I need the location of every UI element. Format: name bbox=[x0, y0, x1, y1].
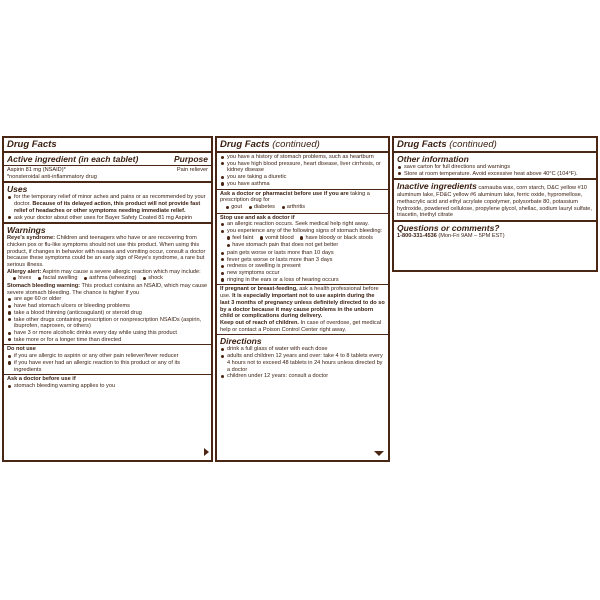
bleed-sign-text: have bloody or black stools bbox=[305, 234, 373, 241]
active-ingredient-value: Aspirin 81 mg (NSAID)* bbox=[7, 167, 66, 173]
warnings-section bbox=[4, 224, 211, 345]
active-ingredient-section bbox=[4, 166, 211, 183]
uses-section bbox=[4, 183, 211, 224]
continue-arrow-icon bbox=[204, 448, 209, 456]
bullet-icon bbox=[282, 206, 285, 209]
bullet-icon bbox=[227, 244, 230, 247]
stomach-item: have had stomach ulcers or bleeding problems bbox=[7, 303, 208, 310]
purpose-value: Pain reliever bbox=[176, 167, 208, 173]
pregnancy-label: If pregnant or breast-feeding, bbox=[220, 286, 298, 293]
pharm-item bbox=[282, 204, 306, 211]
allergy-items bbox=[7, 275, 208, 283]
directions-item: children under 12 years: consult a doctor bbox=[220, 373, 385, 380]
nsaid-footnote: *nonsteroidal anti-inflammatory drug bbox=[7, 173, 97, 180]
directions-heading: Directions bbox=[220, 336, 262, 347]
allergy-item-text: shock bbox=[148, 275, 163, 282]
panel2-title-cont: (continued) bbox=[272, 139, 320, 150]
stomach-item: are age 60 or older bbox=[7, 296, 208, 303]
allergy-item-text: asthma (wheezing) bbox=[89, 275, 137, 282]
panel2-title bbox=[220, 139, 385, 150]
bleed-sign bbox=[227, 242, 338, 249]
bullet-icon bbox=[300, 236, 303, 239]
bullet-icon bbox=[260, 236, 263, 239]
bleed-sign-text: feel faint bbox=[232, 234, 254, 241]
ask-doctor-item: stomach bleeding warning applies to you bbox=[7, 383, 208, 390]
contact-line bbox=[397, 233, 593, 240]
bleed-signs bbox=[220, 235, 385, 250]
pharm-item bbox=[226, 204, 242, 211]
ask-pharmacist-text bbox=[220, 191, 385, 204]
ask-pharmacist-heading: Ask a doctor or pharmacist before use if you are bbox=[220, 190, 349, 197]
allergy-item bbox=[13, 275, 31, 282]
stop-use-item: pain gets worse or lasts more than 10 days bbox=[220, 250, 385, 257]
phone-number: 1-800-331-4536 bbox=[397, 232, 437, 239]
stop-use-item: an allergic reaction occurs. Seek medical help right away. bbox=[220, 221, 385, 228]
panel2-title-text: Drug Facts bbox=[220, 139, 270, 150]
keep-out-text: In case of overdose, get medical help or contact a Poison Control Center right away. bbox=[220, 319, 382, 333]
ask-doctor-heading: Ask a doctor before use if bbox=[7, 376, 76, 383]
bullet-icon bbox=[143, 277, 146, 280]
inactive-text: carnauba wax, corn starch, D&C yellow #10 aluminum lake, FD&C yellow #6 aluminum lake, ferric oxide, hypromellose, methacrylic acid and ethyl acrylate copolymer, polysorbate 80, potassium hydroxide, powdered cellulose, propylene glycol, shellac, sodium lauryl sulfate, triacetin, triethyl citrate bbox=[397, 185, 592, 219]
pharm-item bbox=[249, 204, 275, 211]
panel1-title: Drug Facts bbox=[7, 139, 57, 150]
continue-arrow-icon bbox=[374, 451, 384, 456]
pregnancy-section bbox=[217, 285, 388, 335]
stop-use-section bbox=[217, 214, 388, 286]
stomach-item: take more or for a longer time than directed bbox=[7, 337, 208, 344]
pharm-item-text: arthritis bbox=[286, 203, 306, 210]
stomach-text: This product contains an NSAID, which may cause severe stomach bleeding. The chance is higher if you bbox=[7, 283, 208, 296]
pharm-item-text: diabetes bbox=[253, 203, 275, 210]
inactive-ingredients bbox=[397, 181, 593, 219]
allergy-label: Allergy alert: bbox=[7, 268, 42, 275]
other-info-section bbox=[394, 153, 596, 180]
stop-use-item: new symptoms occur bbox=[220, 270, 385, 277]
stop-use-item: you experience any of the following signs of stomach bleeding: bbox=[220, 228, 385, 235]
inactive-ingredients-section bbox=[394, 180, 596, 222]
pharm-item-text: gout bbox=[231, 203, 243, 210]
bullet-icon bbox=[249, 206, 252, 209]
uses-heading: Uses bbox=[7, 184, 28, 195]
bullet-icon bbox=[13, 277, 16, 280]
allergy-item bbox=[84, 275, 136, 282]
inactive-heading: Inactive ingredients bbox=[397, 181, 477, 192]
bleed-sign-text: have stomach pain that does not get better bbox=[232, 242, 339, 249]
uses-item-text: for the temporary relief of minor aches and pains or as recommended by your doctor. bbox=[14, 194, 206, 208]
reyes-label: Reye's syndrome: bbox=[7, 235, 55, 242]
bleed-sign bbox=[300, 235, 373, 242]
pregnancy-text: ask a health professional before use. bbox=[220, 286, 379, 300]
allergy-item bbox=[143, 275, 163, 282]
panel3-title bbox=[397, 139, 593, 150]
do-not-use-item: if you have ever had an allergic reaction to this product or any of its ingredients bbox=[7, 360, 208, 373]
uses-item-bold: Because of its delayed action, this product will not provide fast relief of headaches or other symptoms needing immediate relief. bbox=[14, 201, 201, 214]
stomach-label: Stomach bleeding warning: bbox=[7, 283, 81, 290]
ask-pharmacist-section bbox=[217, 190, 388, 214]
stomach-item: take a blood thinning (anticoagulant) or steroid drug bbox=[7, 310, 208, 317]
stomach-item: have 3 or more alcoholic drinks every day while using this product bbox=[7, 330, 208, 337]
directions-item: drink a full glass of water with each dose bbox=[220, 346, 385, 353]
ask-doctor-item: you have asthma bbox=[220, 181, 385, 188]
drug-facts-panel-1 bbox=[2, 136, 213, 462]
bleed-sign bbox=[227, 235, 253, 242]
panel3-title-cont: (continued) bbox=[449, 139, 497, 150]
stomach-warning bbox=[7, 283, 208, 296]
stop-use-item: redness or swelling is present bbox=[220, 263, 385, 270]
phone-hours: (Mon-Fri 9AM – 5PM EST) bbox=[438, 232, 505, 239]
directions-section bbox=[217, 335, 388, 381]
pregnancy-warning bbox=[220, 286, 385, 320]
bullet-icon bbox=[84, 277, 87, 280]
active-ingredient-header bbox=[4, 153, 211, 166]
uses-item bbox=[7, 194, 208, 214]
panel2-title-section bbox=[217, 138, 388, 153]
other-info-item: Store at room temperature. Avoid excessive heat above 40°C (104°F). bbox=[397, 171, 593, 178]
keep-out-warning bbox=[220, 320, 385, 333]
bullet-icon bbox=[227, 236, 230, 239]
panel3-title-section bbox=[394, 138, 596, 153]
ask-doctor-cont-section bbox=[217, 153, 388, 190]
ask-doctor-item: you are taking a diuretic bbox=[220, 174, 385, 181]
ask-doctor-item: you have high blood pressure, heart disease, liver cirrhosis, or kidney disease bbox=[220, 161, 385, 174]
drug-facts-panel-2 bbox=[215, 136, 390, 462]
do-not-use-section bbox=[4, 345, 211, 375]
allergy-item-text: facial swelling bbox=[43, 275, 78, 282]
ask-pharmacist-body: taking a prescription drug for bbox=[220, 190, 370, 204]
questions-section bbox=[394, 222, 596, 241]
panel1-title-section bbox=[4, 138, 211, 153]
allergy-item-text: hives bbox=[18, 275, 32, 282]
keep-out-label: Keep out of reach of children. bbox=[220, 319, 299, 326]
bleed-sign bbox=[260, 235, 294, 242]
panel3-title-text: Drug Facts bbox=[397, 139, 447, 150]
purpose-heading: Purpose bbox=[173, 154, 208, 164]
other-info-item: save carton for full directions and warnings bbox=[397, 164, 593, 171]
reyes-text: Children and teenagers who have or are recovering from chicken pox or flu-like symptoms should not use this product. When using this product, if changes in behavior with nausea and vomiting occur, consult a doctor because these symptoms could be an early sign of Reye's syndrome, a rare but serious illness. bbox=[7, 235, 206, 269]
questions-heading: Questions or comments? bbox=[397, 222, 500, 233]
bullet-icon bbox=[38, 277, 41, 280]
other-info-heading: Other information bbox=[397, 154, 469, 164]
bullet-icon bbox=[226, 206, 229, 209]
stop-use-item: ringing in the ears or a loss of hearing occurs bbox=[220, 277, 385, 284]
drug-facts-panel-3 bbox=[392, 136, 598, 272]
stomach-item: take other drugs containing prescription or nonprescription NSAIDs (aspirin, ibuprofen, naproxen, or others) bbox=[7, 317, 208, 330]
reyes-warning bbox=[7, 235, 208, 269]
allergy-text: Aspirin may cause a severe allergic reaction which may include: bbox=[42, 268, 201, 275]
directions-item: adults and children 12 years and over: take 4 to 8 tablets every 4 hours not to exceed 48 tablets in 24 hours unless directed by a doctor bbox=[220, 353, 385, 373]
warnings-heading: Warnings bbox=[7, 225, 46, 236]
stop-use-item: fever gets worse or lasts more than 3 days bbox=[220, 257, 385, 264]
bleed-sign-text: vomit blood bbox=[265, 234, 294, 241]
ask-doctor-section bbox=[4, 375, 211, 390]
uses-item: ask your doctor about other uses for Bayer Safety Coated 81 mg Aspirin bbox=[7, 215, 208, 222]
allergy-alert bbox=[7, 269, 208, 276]
pregnancy-bold-text: It is especially important not to use aspirin during the last 3 months of pregnancy unless definitely directed to do so by a doctor because it may cause problems in the unborn child or complications during delivery. bbox=[220, 293, 385, 320]
pharm-items bbox=[220, 204, 385, 212]
ask-doctor-item: you have a history of stomach problems, such as heartburn bbox=[220, 154, 385, 161]
stop-use-heading: Stop use and ask a doctor if bbox=[220, 214, 295, 221]
do-not-use-heading: Do not use bbox=[7, 346, 36, 353]
do-not-use-item: if you are allergic to aspirin or any other pain reliever/fever reducer bbox=[7, 353, 208, 360]
allergy-item bbox=[38, 275, 78, 282]
active-ingredient-heading: Active ingredient (in each tablet) bbox=[7, 154, 139, 164]
